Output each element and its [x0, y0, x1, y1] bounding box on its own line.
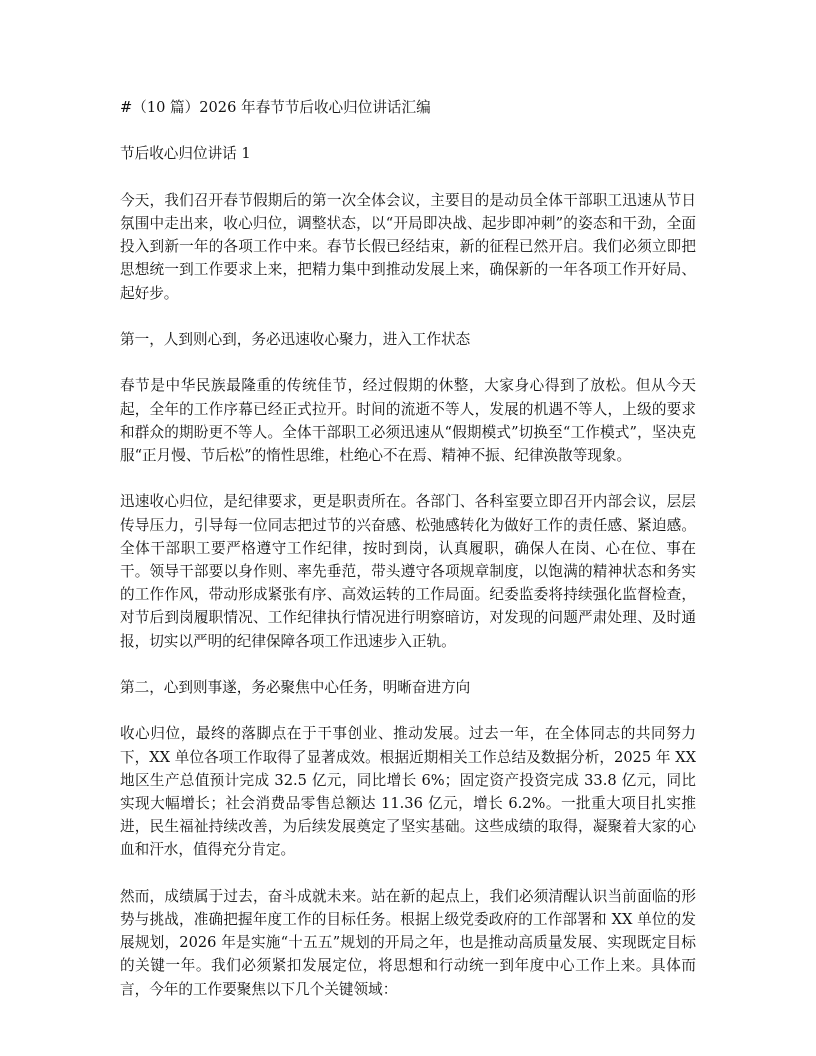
paragraph: 迅速收心归位，是纪律要求，更是职责所在。各部门、各科室要立即召开内部会议，层层传导压力，引导每一位同志把过节的兴奋感、松弛感转化为做好工作的责任感、紧迫感。全体干部职工要严格遵守工作纪律，按时到岗，认真履职，确保人在岗、心在位、事在干。领导干部要以身作则、率先垂范，带头遵守各项规章制度，以饱满的精神状态和务实的工作作风，带动形成紧张有序、高效运转的工作局面。纪委监委将持续强化监督检查，对节后到岗履职情况、工作纪律执行情况进行明察暗访，对发现的问题严肃处理、及时通报，切实以严明的纪律保障各项工作迅速步入正轨。: [120, 493, 696, 650]
section-heading-2: 第二，心到则事遂，务必聚焦中心任务，明晰奋进方向: [120, 678, 471, 696]
paragraph: 春节是中华民族最隆重的传统佳节，经过假期的休整，大家身心得到了放松。但从今天起，全年的工作序幕已经正式拉开。时间的流逝不等人，发展的机遇不等人，上级的要求和群众的期盼更不等人。全体干部职工必须迅速从“假期模式”切换至“工作模式”，坚决克服“正月慢、节后松”的惰性思维，杜绝心不在焉、精神不振、纪律涣散等现象。: [120, 377, 696, 464]
section-heading-1: 第一，人到则心到，务必迅速收心聚力，进入工作状态: [120, 330, 471, 348]
paragraph-intro: 今天，我们召开春节假期后的第一次全体会议，主要目的是动员全体干部职工迅速从节日氛围中走出来，收心归位，调整状态，以“开局即决战、起步即冲刺”的姿态和干劲，全面投入到新一年的各项工作中来。春节长假已经结束，新的征程已然开启。我们必须立即把思想统一到工作要求上来，把精力集中到推动发展上来，确保新的一年各项工作开好局、起好步。: [120, 191, 696, 302]
paragraph: 然而，成绩属于过去，奋斗成就未来。站在新的起点上，我们必须清醒认识当前面临的形势与挑战，准确把握年度工作的目标任务。根据上级党委政府的工作部署和 XX 单位的发展规划，2026 年是实施“十五五”规划的开局之年，也是推动高质量发展、实现既定目标的关键一年。我们必须紧扣发展定位，将思想和行动统一到年度中心工作上来。具体而言，今年的工作要聚焦以下几个关键领域：: [120, 887, 696, 998]
speech-title: 节后收心归位讲话 1: [120, 145, 251, 163]
document-body: [120, 96, 696, 1024]
paragraph: 收心归位，最终的落脚点在于干事创业、推动发展。过去一年，在全体同志的共同努力下，XX 单位各项工作取得了显著成效。根据近期相关工作总结及数据分析，2025 年 XX 地区生产总值预计完成 32.5 亿元，同比增长 6%；固定资产投资完成 33.8 亿元，同比实现大幅增长；社会消费品零售总额达 11.36 亿元，增长 6.2%。一批重大项目扎实推进，民生福祉持续改善，为后续发展奠定了坚实基础。这些成绩的取得，凝聚着大家的心血和汗水，值得充分肯定。: [120, 725, 696, 859]
document-title: #（10 篇）2026 年春节节后收心归位讲话汇编: [120, 99, 431, 116]
